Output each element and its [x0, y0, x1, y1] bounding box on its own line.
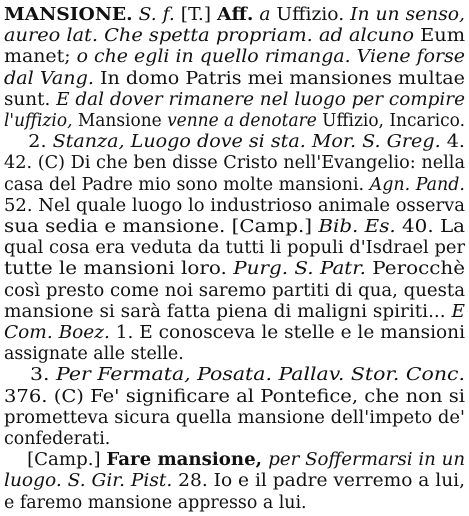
entry-text: assignate alle stelle. — [4, 344, 184, 365]
entry-text: l'uffizio, — [4, 111, 78, 131]
entry-text: Perocchè — [372, 259, 465, 280]
entry-text: Aff. — [217, 5, 254, 25]
entry-text: [Camp.] — [4, 450, 107, 471]
entry-text: così presto come noi saremo partiti di qua, questa — [4, 280, 465, 301]
entry-text: mansione si sarà fatta piena di maligni spiriti... — [4, 301, 452, 322]
entry-text: sua sedia e mansione. [Camp.] — [4, 217, 319, 237]
entry-text: prometteva sicura quella mansione dell'impeto de' — [4, 407, 466, 428]
entry-text: Bib. Es. — [318, 217, 403, 237]
entry-text: a — [253, 5, 277, 25]
entry-text: In un senso, — [350, 5, 465, 25]
entry-text: 28. Io e il padre verremo a lui, — [178, 471, 466, 492]
entry-text: e faremo mansione appresso a lui. — [4, 492, 307, 513]
entry-text: confederati. — [4, 429, 111, 449]
entry-text: luogo. S. Gir. Pist. — [4, 471, 179, 492]
entry-text: Purg. S. Patr. — [233, 259, 373, 280]
entry-text: Eum — [420, 26, 466, 47]
entry-text: 4. — [446, 132, 465, 153]
entry-text: Agn. Pand. — [369, 174, 465, 195]
entry-text: [T.] — [180, 5, 218, 25]
entry-text: Com. Boez. — [4, 323, 116, 343]
entry-text: tutte le mansioni loro. — [4, 259, 234, 280]
entry-text: In domo Patris mei mansiones multae — [99, 68, 465, 89]
entry-text: dal Vang. — [4, 68, 100, 89]
entry-text: Per Fermata, Posata. Pallav. Stor. Conc. — [56, 365, 465, 386]
entry-text: sunt. — [4, 89, 57, 110]
entry-text: 42. (C) Di che ben disse Cristo nell'Evangelio: nella — [4, 153, 466, 174]
entry-text: MANSIONE. — [4, 5, 133, 25]
entry-text: casa del Padre mio sono molte mansioni. — [4, 174, 370, 195]
entry-text: E — [451, 301, 465, 322]
entry-text: qual cosa era veduta da tutti li populi d'Isdrael per — [4, 238, 465, 259]
entry-text: 376. (C) Fe' significare al Pontefice, che non si — [4, 386, 466, 407]
entry-text: venne a denotare — [167, 111, 323, 131]
entry-text: manet; — [4, 47, 77, 68]
entry-text: 2. — [4, 132, 53, 153]
entry-text: Stanza, Luogo dove si sta. Mor. S. Greg. — [52, 132, 447, 153]
entry-text: Fare mansione, — [106, 450, 269, 471]
entry-text: o che egli in quello rimanga. Viene forse — [76, 47, 465, 68]
entry-text: aureo lat. Che spetta propriam. ad alcuno — [4, 26, 421, 47]
entry-text: E dal dover rimanere nel luogo per compire — [56, 89, 465, 110]
entry-text: Uffizio. — [276, 5, 351, 25]
entry-text: 52. Nel quale luogo lo industrioso animale osserva — [4, 195, 465, 216]
entry-text: Uffizio, Incarico. — [322, 111, 465, 131]
entry-text: per Soffermarsi in un — [268, 450, 466, 471]
entry-text: S. f. — [132, 5, 181, 25]
entry-text: Mansione — [77, 111, 168, 131]
entry-text: 3. — [4, 365, 57, 386]
entry-line — [0, 491, 469, 516]
entry-text: 40. La — [402, 217, 466, 237]
entry-text: 1. E conosceva le stelle e le mansioni — [115, 323, 466, 343]
